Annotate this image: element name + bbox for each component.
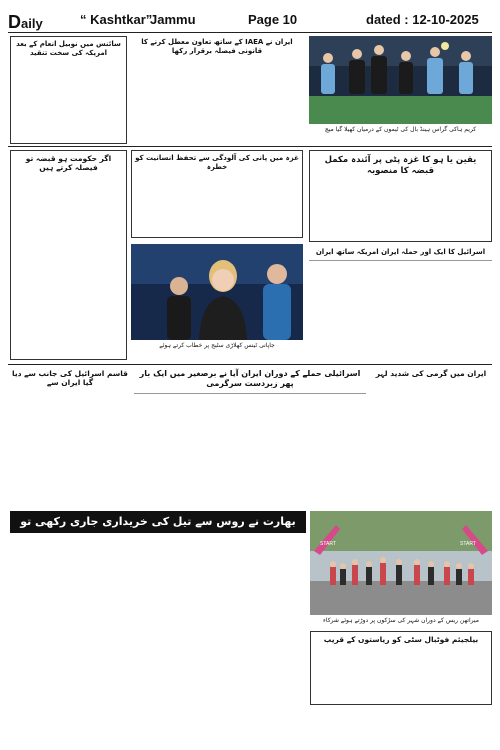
- article-a6-headline: اسرائیل کا ایک اور حملہ ایران امریکہ ساتھ ایران: [309, 246, 492, 261]
- article-a8-headline: اسرائیلی حملے کے دوران ایران آیا نے برصغیر میں ایک بار پھر زبردست سرگرمی: [134, 367, 366, 394]
- marathon-photo: [310, 511, 492, 615]
- article-a7: [10, 367, 130, 507]
- article-a1: [10, 36, 127, 144]
- article-a7-body: [10, 391, 130, 509]
- masthead: [8, 10, 492, 32]
- article-a5: [309, 150, 492, 242]
- city-label: Jammu: [150, 12, 196, 27]
- masthead-divider: [8, 32, 492, 33]
- article-a11-body: [311, 646, 491, 698]
- caption-c1: کریم ہاکی گراس ہینڈ بال کی ٹیموں کے درمیان کھیلا گیا میچ: [324, 126, 477, 133]
- article-a8: [134, 367, 366, 507]
- article-a9: [370, 367, 492, 507]
- article-a9-headline: ایران میں گرمی کی شدید لہر: [375, 369, 487, 378]
- section-divider-2: [8, 364, 492, 365]
- article-a8-body: [134, 394, 366, 512]
- caption-c2: جاپانی ٹینس کھلاڑی سٹیج پر خطاب کرتے ہوئے: [159, 342, 275, 349]
- article-a3: [10, 150, 127, 360]
- page-number: Page 10: [248, 12, 298, 27]
- article-a4-headline: غزہ میں پانی کی آلودگی سے تحفظ انسانیت کو خطرہ: [135, 154, 299, 171]
- section-divider: [8, 146, 492, 147]
- start-banner-right: START: [460, 541, 476, 547]
- handball-illustration: [309, 36, 492, 124]
- article-a11-headline: بیلجیئم فوٹبال سٹی کو ریاستوں کے قریب: [323, 635, 479, 644]
- start-banner-left: START: [320, 541, 336, 547]
- article-a3-body: [11, 175, 126, 360]
- article-a10-body: [10, 537, 306, 705]
- article-a2-body: [131, 58, 303, 150]
- article-a4: [131, 150, 303, 238]
- handball-photo: [309, 36, 492, 124]
- article-a10-headline: بھارت نے روس سے تیل کی خریداری جاری رکھی تو محصول مزید بڑھا دیں گے: [10, 511, 306, 533]
- article-a2: [131, 36, 303, 144]
- article-a2-headline: ایران نے IAEA کے ساتھ تعاون معطل کرنے کا قانونی فیصلہ برقرار رکھا: [141, 38, 293, 55]
- caption-c3: میراتھن ریس کے دوران شہر کی سڑکوں پر دوڑتے ہوئے شرکاء: [323, 617, 479, 624]
- marathon-illustration: [310, 511, 492, 615]
- article-a6: [309, 246, 492, 362]
- article-a4-body: [132, 174, 302, 236]
- article-a5-headline: یقین یا ہو کا غزہ پٹی پر آئندہ مکمل قبضہ کا منصوبہ: [324, 155, 477, 176]
- newspaper-title: “ Kashtkar”: [80, 12, 153, 27]
- article-a5-body: [310, 179, 491, 241]
- article-a1-headline: سائنس میں نوبیل انعام کے بعد امریکہ کی سخت تنقید: [16, 40, 121, 57]
- issue-date: dated : 12-10-2025: [366, 12, 479, 27]
- tennis-photo: [131, 244, 303, 340]
- article-a9-body: [370, 381, 492, 501]
- article-a11: [310, 631, 492, 705]
- article-a1-body: [11, 60, 126, 140]
- article-a3-headline: اگر حکومت ہو قبضہ تو فیصلہ کرتے ہیں: [25, 154, 112, 173]
- article-a7-headline: قاسم اسرائیل کی جانب سے دیا گیا ایران سے: [12, 369, 128, 388]
- paper-name: Daily: [8, 12, 43, 32]
- tennis-illustration: [131, 244, 303, 340]
- article-a6-body: [309, 261, 492, 361]
